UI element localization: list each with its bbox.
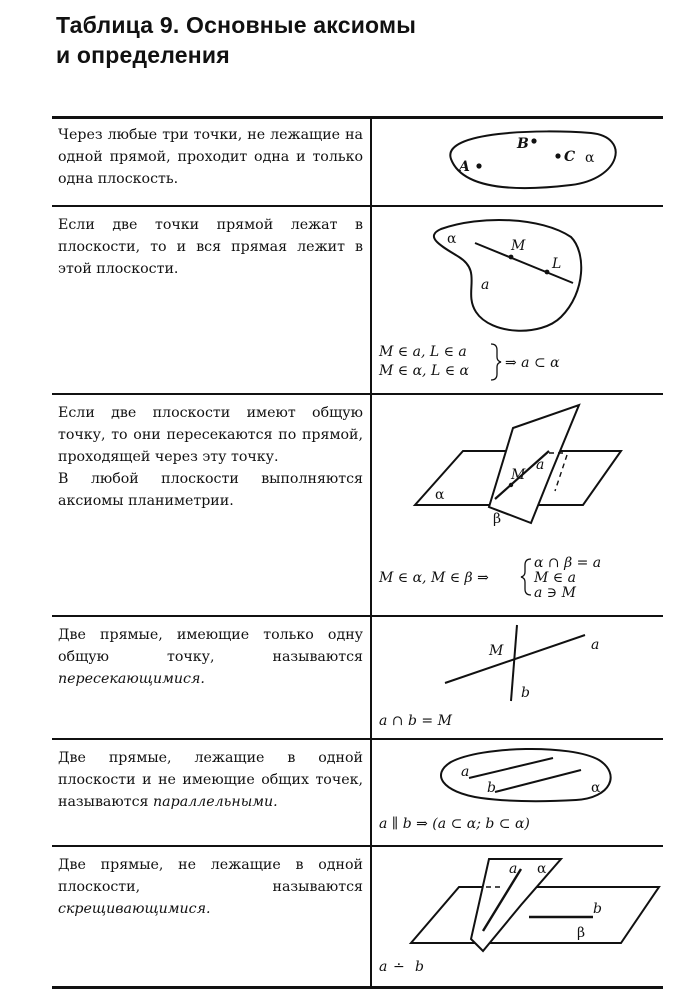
- definition-intersecting-figure: [371, 617, 663, 738]
- label-b: B: [517, 136, 529, 152]
- axiom-2-statement: Если две точки прямой лежат в плоскости, то и вся прямая лежит в этой плоскости.: [58, 217, 363, 277]
- formula-case-2: M ∈ a: [534, 570, 576, 586]
- label-m: M: [511, 467, 526, 483]
- axiom-3-statement: Если две плоскости имеют общую точку, то они пересекаются по прямой, проходящей через эту точку.: [58, 405, 363, 465]
- axiom-3-text: [58, 402, 363, 512]
- label-a: A: [459, 159, 470, 175]
- label-a: a: [509, 861, 518, 877]
- formula-case-3: a ∋ M: [534, 585, 576, 601]
- label-alpha: α: [537, 861, 547, 877]
- definition-text: Две прямые, не лежащие в одной плоскости, называются: [58, 857, 363, 895]
- formula-brace: [521, 559, 531, 595]
- point-l: [545, 270, 550, 275]
- axiom-2-figure: [371, 207, 663, 392]
- definition-parallel-text: [58, 747, 363, 813]
- page-title: [56, 10, 656, 70]
- label-a: a: [461, 764, 470, 780]
- label-beta: β: [493, 511, 502, 527]
- label-m: M: [489, 643, 504, 659]
- formula-line-2: M ∈ α, L ∈ α: [379, 363, 469, 379]
- label-a: a: [481, 277, 490, 293]
- plane-beta: [411, 887, 659, 943]
- axiom-1-statement: Через любые три точки, не лежащие на одной прямой, проходит одна и только одна плоскость.: [58, 127, 363, 187]
- label-m: M: [511, 238, 526, 254]
- label-beta: β: [577, 925, 586, 941]
- label-alpha: α: [435, 487, 445, 503]
- point-b: [531, 138, 536, 143]
- definition-parallel-figure: [371, 740, 663, 845]
- formula-left: M ∈ α, M ∈ β ⇒: [379, 570, 489, 586]
- label-b: b: [521, 685, 530, 701]
- line-b: [495, 770, 581, 792]
- label-a: a: [591, 637, 600, 653]
- axiom-3-figure: [371, 395, 663, 615]
- table-bottom-rule: [52, 986, 663, 989]
- label-alpha: α: [447, 231, 457, 247]
- line-a: [469, 758, 553, 778]
- formula-b: b: [415, 959, 424, 975]
- line-b: [511, 625, 517, 701]
- term-skew: скрещивающимися.: [58, 901, 211, 917]
- point-a: [476, 163, 481, 168]
- formula-line-1: M ∈ a, L ∈ a: [379, 344, 467, 360]
- definition-text: Две прямые, лежащие в одной плоскости и не имеющие общих точек, называются: [58, 750, 363, 810]
- label-l: L: [552, 256, 562, 272]
- formula: a ∥ b ⇒ (a ⊂ α; b ⊂ α): [379, 816, 530, 832]
- title-line-2: и определения: [56, 42, 230, 68]
- label-c: C: [564, 149, 576, 165]
- formula-skew-symbol: ∸: [393, 959, 405, 975]
- formula-result: ⇒ a ⊂ α: [505, 355, 560, 371]
- definition-skew-statement: [58, 854, 363, 920]
- definition-skew-figure: [371, 847, 663, 986]
- label-b: b: [593, 901, 602, 917]
- title-line-1: Таблица 9. Основные аксиомы: [56, 12, 417, 38]
- axiom-1-text: [58, 124, 363, 190]
- axiom-planimetry-statement: В любой плоскости выполняются аксиомы планиметрии.: [58, 471, 363, 509]
- formula-brace: [491, 344, 501, 380]
- definition-parallel-statement: [58, 747, 363, 813]
- definition-intersecting-statement: [58, 624, 363, 690]
- axiom-2-text: [58, 214, 363, 280]
- definition-intersecting-text: [58, 624, 363, 690]
- term-parallel: параллельными.: [153, 794, 278, 810]
- formula-case-1: α ∩ β = a: [534, 555, 602, 571]
- label-alpha: α: [591, 780, 601, 796]
- definition-skew-text: [58, 854, 363, 920]
- point-m: [509, 255, 514, 260]
- axiom-1-figure: [371, 119, 663, 205]
- label-a: a: [536, 457, 545, 473]
- term-intersecting: пересекающимися.: [58, 671, 205, 687]
- point-c: [555, 153, 560, 158]
- label-b: b: [487, 780, 496, 796]
- definition-text: Две прямые, имеющие только одну общую точку, называются: [58, 627, 363, 665]
- label-alpha: α: [585, 150, 595, 166]
- formula: a ∩ b = M: [379, 713, 452, 729]
- point-m: [509, 483, 513, 487]
- formula-a: a: [379, 959, 388, 975]
